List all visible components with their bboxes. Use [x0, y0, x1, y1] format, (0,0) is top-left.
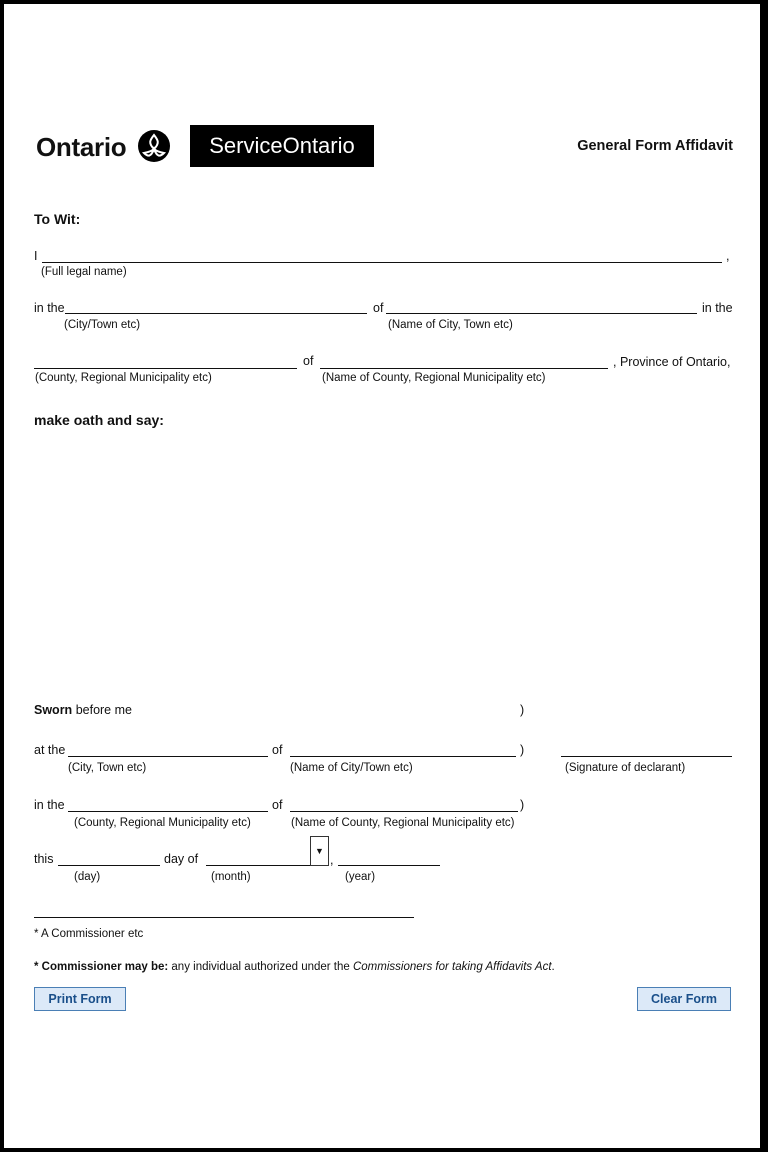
in-the-label: in the — [34, 798, 65, 812]
i-label: I — [34, 249, 38, 263]
sworn-county-name-caption: (Name of County, Regional Municipality etc) — [291, 817, 515, 829]
note-bold: * Commissioner may be: — [34, 961, 169, 973]
sworn-county-name-field[interactable] — [290, 797, 518, 812]
city-town-type-field[interactable] — [65, 299, 367, 314]
at-the-label: at the — [34, 743, 66, 757]
note-text: any individual authorized under the — [168, 961, 353, 973]
this-label: this — [34, 852, 54, 866]
sworn-rest: before me — [75, 703, 132, 717]
note-act-name: Commissioners for taking Affidavits Act — [352, 961, 552, 973]
to-wit-heading: To Wit: — [34, 211, 81, 227]
city-town-name-caption: (Name of City, Town etc) — [388, 319, 513, 331]
print-form-button[interactable]: Print Form — [34, 987, 126, 1011]
day-field[interactable] — [58, 851, 160, 866]
clear-form-button[interactable]: Clear Form — [637, 987, 731, 1011]
of-label: of — [272, 743, 283, 757]
serviceontario-logo: ServiceOntario — [190, 125, 374, 167]
full-legal-name-caption: (Full legal name) — [41, 266, 127, 278]
month-field[interactable] — [206, 851, 310, 866]
chevron-down-icon: ▼ — [315, 846, 324, 856]
sworn-city-name-caption: (Name of City/Town etc) — [290, 762, 413, 774]
sworn-county-caption: (County, Regional Municipality etc) — [74, 817, 251, 829]
province-of-ontario-label: , Province of Ontario, — [613, 355, 731, 369]
sworn-paren: ) — [520, 703, 525, 717]
comma-label: , — [726, 249, 730, 263]
sworn-city-name-field[interactable] — [290, 742, 516, 757]
day-of-label: day of — [164, 852, 199, 866]
of-label: of — [272, 798, 283, 812]
of-label: of — [303, 354, 314, 368]
oath-heading: make oath and say: — [34, 412, 164, 428]
commissioner-signature-field[interactable] — [34, 903, 414, 918]
county-type-field[interactable] — [34, 354, 297, 369]
oath-statement-field[interactable] — [34, 436, 738, 690]
sworn-city-caption: (City, Town etc) — [68, 762, 147, 774]
form-title: General Form Affidavit — [577, 138, 733, 154]
in-the-label-end: in the — [702, 301, 733, 315]
commissioner-note — [34, 961, 555, 973]
note-end: . — [551, 961, 555, 973]
sworn-county-field[interactable] — [68, 797, 268, 812]
sworn-bold: Sworn — [34, 703, 73, 717]
at-row-paren: ) — [520, 743, 525, 757]
ontario-trillium-icon — [138, 130, 170, 162]
ontario-wordmark: Ontario — [36, 132, 127, 162]
city-town-name-field[interactable] — [386, 299, 697, 314]
year-caption: (year) — [345, 871, 376, 883]
sworn-label — [34, 703, 132, 717]
date-comma: , — [330, 853, 334, 867]
month-caption: (month) — [211, 871, 251, 883]
in-the-label: in the — [34, 301, 65, 315]
full-legal-name-field[interactable] — [42, 248, 722, 263]
county-name-caption: (Name of County, Regional Municipality etc) — [322, 372, 546, 384]
in-row-paren: ) — [520, 798, 525, 812]
county-type-caption: (County, Regional Municipality etc) — [35, 372, 212, 384]
day-caption: (day) — [74, 871, 101, 883]
form-page — [4, 4, 760, 1148]
year-field[interactable] — [338, 851, 440, 866]
commissioner-caption: * A Commissioner etc — [34, 928, 144, 940]
signature-caption: (Signature of declarant) — [565, 762, 686, 774]
month-dropdown-button[interactable] — [310, 836, 329, 866]
of-label: of — [373, 301, 384, 315]
sworn-city-field[interactable] — [68, 742, 268, 757]
county-name-field[interactable] — [320, 354, 608, 369]
signature-field[interactable] — [561, 742, 732, 757]
city-town-type-caption: (City/Town etc) — [64, 319, 141, 331]
